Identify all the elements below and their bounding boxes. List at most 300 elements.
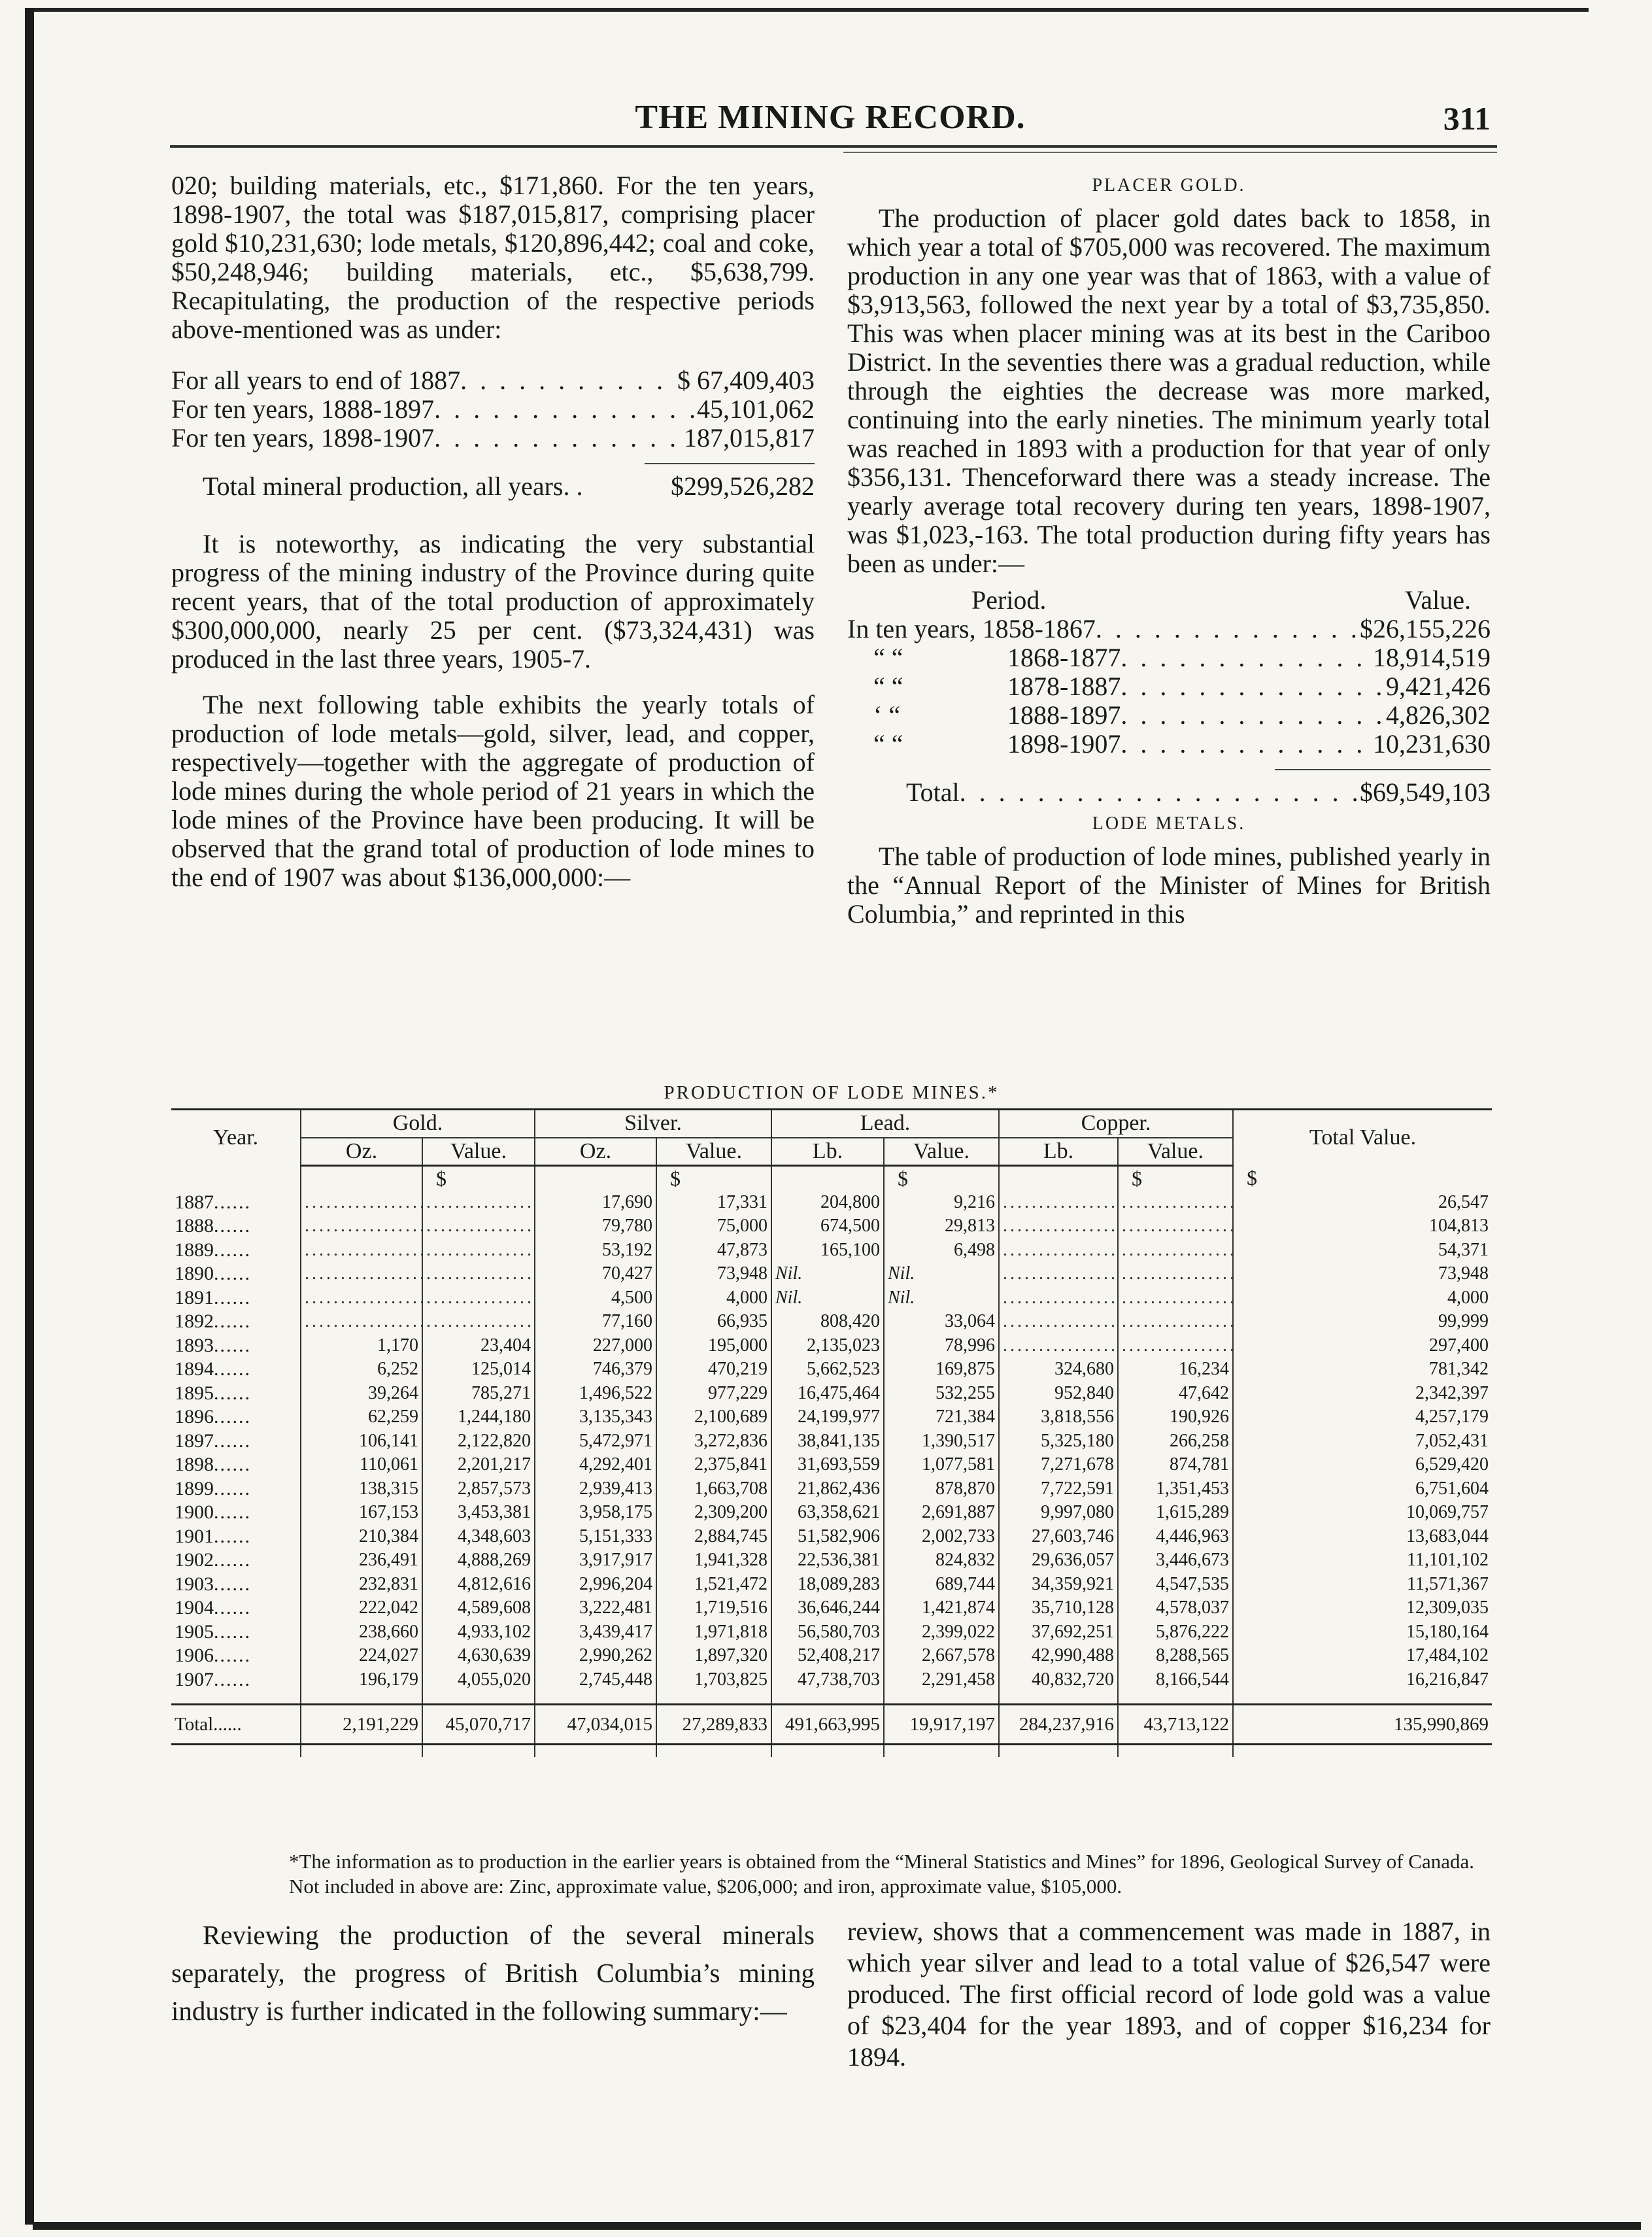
leader-dots <box>214 1478 251 1499</box>
leader-dots <box>960 778 1360 807</box>
lead-lb-cell: 36,646,244 <box>771 1596 884 1620</box>
placer-period: 1878-1887 <box>1007 672 1121 701</box>
year-value: 1896 <box>175 1406 214 1427</box>
year-cell <box>171 1262 301 1286</box>
year-cell <box>171 1620 301 1645</box>
total-cell: 15,180,164 <box>1233 1620 1492 1645</box>
lead-val-cell: 721,384 <box>884 1405 999 1429</box>
lead-lb-cell: 21,862,436 <box>771 1477 884 1501</box>
lead-lb-cell: 674,500 <box>771 1214 884 1238</box>
leader-dots <box>214 1335 251 1356</box>
placer-paragraph: The production of placer gold dates back to 1858, in which year a total of $705,000 was recovered. The maximum production in any one year was that of 1863, with a value of $3,913,563, followed the next year by a total of $3,735,850. This was when placer mining was at its best in the Cariboo District. In the seventies there was a gradual reduction, while through the eighties the decrease was more marked, continuing into the early nineties. The minimum yearly total was reached in 1893 with a production for that year of only $356,131. Thenceforward there was a steady increase. The yearly average total recovery during ten years, 1898-1907, was $1,023,-163. The total production during fifty years has been as under:— <box>847 203 1491 578</box>
copper-lb-cell: 952,840 <box>999 1382 1118 1406</box>
copper-lb-cell <box>999 1310 1118 1334</box>
lead-lb-cell: 38,841,135 <box>771 1429 884 1454</box>
recap-value: 45,101,062 <box>697 395 815 424</box>
placer-value: $26,155,226 <box>1360 614 1491 643</box>
copper-lb-cell <box>999 1262 1118 1286</box>
silver-val-cell: 1,663,708 <box>656 1477 771 1501</box>
gold-oz-cell: 236,491 <box>301 1548 422 1573</box>
silver-oz-cell: 17,690 <box>535 1191 656 1215</box>
total-cell: 11,571,367 <box>1233 1573 1492 1597</box>
copper-lb-cell: 7,271,678 <box>999 1453 1118 1477</box>
leader-dots <box>1121 643 1373 672</box>
placer-total-value: $69,549,103 <box>1360 777 1491 807</box>
placer-row <box>847 672 1491 701</box>
recap-list <box>171 366 815 501</box>
copper-val-cell <box>1118 1262 1233 1286</box>
total-cell: 11,101,102 <box>1233 1548 1492 1573</box>
year-value: 1898 <box>175 1454 214 1475</box>
total-cell: 17,484,102 <box>1233 1644 1492 1668</box>
lead-lb-cell: 63,358,621 <box>771 1501 884 1525</box>
recap-label: For ten years, 1888-1897 <box>171 395 435 424</box>
year-value: 1895 <box>175 1382 214 1404</box>
year-value: 1906 <box>175 1645 214 1666</box>
table-row <box>171 1429 1492 1454</box>
placer-value: 4,826,302 <box>1386 700 1491 730</box>
copper-val-cell: 1,615,289 <box>1118 1501 1233 1525</box>
year-cell <box>171 1214 301 1238</box>
silver-oz-cell: 3,222,481 <box>535 1596 656 1620</box>
leader-dots <box>434 424 684 453</box>
dollar-sign: $ <box>1233 1166 1492 1191</box>
lead-lb-cell: 808,420 <box>771 1310 884 1334</box>
lead-val-cell: 29,813 <box>884 1214 999 1238</box>
gold-val-cell <box>422 1214 535 1238</box>
year-value: 1900 <box>175 1501 214 1523</box>
lead-lb-cell: 16,475,464 <box>771 1382 884 1406</box>
gold-oz-cell: 196,179 <box>301 1668 422 1692</box>
total-cell: 73,948 <box>1233 1262 1492 1286</box>
year-value: 1892 <box>175 1310 214 1332</box>
table-row <box>171 1548 1492 1573</box>
lead-val-cell: 9,216 <box>884 1191 999 1215</box>
table-row <box>171 1191 1492 1215</box>
copper-lb-cell: 34,359,921 <box>999 1573 1118 1597</box>
total-cell: 4,257,179 <box>1233 1405 1492 1429</box>
silver-oz-cell: 3,958,175 <box>535 1501 656 1525</box>
table-title: PRODUCTION OF LODE MINES.* <box>664 1082 1000 1103</box>
table-row <box>171 1310 1492 1334</box>
copper-lb-cell: 40,832,720 <box>999 1668 1118 1692</box>
production-table <box>171 1108 1492 1757</box>
copper-val-cell <box>1118 1286 1233 1310</box>
silver-val-cell: 1,941,328 <box>656 1548 771 1573</box>
gold-oz-cell: 6,252 <box>301 1358 422 1382</box>
silver-val-cell: 4,000 <box>656 1286 771 1310</box>
year-cell <box>171 1334 301 1358</box>
silver-val-cell: 470,219 <box>656 1358 771 1382</box>
silver-val-cell: 977,229 <box>656 1382 771 1406</box>
total-cell: 2,342,397 <box>1233 1382 1492 1406</box>
silver-value-header: Value. <box>656 1138 771 1166</box>
year-cell <box>171 1501 301 1525</box>
table-row <box>171 1596 1492 1620</box>
header-rule-secondary <box>843 152 1497 153</box>
gold-oz-cell: 238,660 <box>301 1620 422 1645</box>
placer-gold-heading: PLACER GOLD. <box>1092 175 1246 196</box>
table-row <box>171 1262 1492 1286</box>
lead-lb-cell: 5,662,523 <box>771 1358 884 1382</box>
placer-table <box>847 615 1491 807</box>
lead-val-cell: 2,291,458 <box>884 1668 999 1692</box>
year-value: 1907 <box>175 1668 214 1690</box>
leader-dots <box>214 1645 251 1666</box>
recap-label: For ten years, 1898-1907 <box>171 424 435 453</box>
silver-oz-cell: 4,500 <box>535 1286 656 1310</box>
total-cell: 10,069,757 <box>1233 1501 1492 1525</box>
copper-value-header: Value. <box>1118 1138 1233 1166</box>
year-cell <box>171 1238 301 1263</box>
copper-val-cell <box>1118 1214 1233 1238</box>
gold-oz-cell <box>301 1214 422 1238</box>
table-row <box>171 1286 1492 1310</box>
recap-value: $ 67,409,403 <box>677 366 815 395</box>
gold-oz-cell <box>301 1310 422 1334</box>
copper-lb-cell <box>999 1191 1118 1215</box>
lead-val-cell: Nil. <box>884 1262 999 1286</box>
copper-val-cell: 4,547,535 <box>1118 1573 1233 1597</box>
lead-lb-cell: 165,100 <box>771 1238 884 1263</box>
leader-dots <box>214 1310 251 1332</box>
summary-review: review, shows that a commencement was made in 1887, in which year silver and lead to a total value of $26,547 were produced. The first official record of lode gold was a value of $23,404 for the year 1893, and of copper $16,234 for 1894. <box>847 1917 1491 2072</box>
year-cell <box>171 1668 301 1692</box>
left-paragraph-2: It is noteworthy, as indicating the very substantial progress of the mining industry of the Province during quite recent years, that of the total production of approximately $300,000,000, nearly 25 per cent. ($73,324,431) was produced in the last three years, 1905-7. <box>171 529 815 674</box>
gold-val-cell: 4,055,020 <box>422 1668 535 1692</box>
copper-lb-cell: 29,636,057 <box>999 1548 1118 1573</box>
lead-val-cell: 824,832 <box>884 1548 999 1573</box>
lead-val-cell: 2,667,578 <box>884 1644 999 1668</box>
lead-lb-cell: 24,199,977 <box>771 1405 884 1429</box>
copper-lb-cell: 42,990,488 <box>999 1644 1118 1668</box>
year-cell <box>171 1286 301 1310</box>
gold-oz-header: Oz. <box>301 1138 422 1166</box>
total-cell: 6,529,420 <box>1233 1453 1492 1477</box>
placer-prefix: “ “ <box>873 672 903 701</box>
journal-title: THE MINING RECORD. <box>635 99 1026 136</box>
placer-total-label: Total <box>906 777 960 807</box>
gold-oz-cell: 232,831 <box>301 1573 422 1597</box>
gold-oz-cell <box>301 1286 422 1310</box>
recap-row <box>171 366 815 395</box>
table-row <box>171 1525 1492 1549</box>
placer-period: 1868-1877 <box>1007 643 1121 672</box>
gold-val-cell: 4,888,269 <box>422 1548 535 1573</box>
placer-row <box>847 701 1491 730</box>
silver-oz-cell: 3,917,917 <box>535 1548 656 1573</box>
bottom-right-paragraph <box>847 1916 1491 2073</box>
page-header <box>170 98 1491 150</box>
lead-val-cell: 33,064 <box>884 1310 999 1334</box>
lead-val-cell: 2,399,022 <box>884 1620 999 1645</box>
total-gold-val: 45,070,717 <box>422 1705 535 1745</box>
lead-lb-header: Lb. <box>771 1138 884 1166</box>
recap-label: For all years to end of 1887 <box>171 366 461 395</box>
lead-val-cell: 532,255 <box>884 1382 999 1406</box>
copper-val-cell: 874,781 <box>1118 1453 1233 1477</box>
page-number: 311 <box>1443 100 1491 137</box>
total-lead-val: 19,917,197 <box>884 1705 999 1745</box>
copper-lb-cell: 324,680 <box>999 1358 1118 1382</box>
total-silver-val: 27,289,833 <box>656 1705 771 1745</box>
silver-oz-cell: 2,996,204 <box>535 1573 656 1597</box>
copper-val-cell: 3,446,673 <box>1118 1548 1233 1573</box>
lead-lb-cell: 51,582,906 <box>771 1525 884 1549</box>
lead-val-cell: 169,875 <box>884 1358 999 1382</box>
total-cell: 6,751,604 <box>1233 1477 1492 1501</box>
lode-paragraph: The table of production of lode mines, published yearly in the “Annual Report of the Minister of Mines for British Columbia,” and reprinted in this <box>847 842 1491 929</box>
gold-val-cell <box>422 1286 535 1310</box>
copper-header: Copper. <box>999 1110 1233 1138</box>
silver-oz-cell: 1,496,522 <box>535 1382 656 1406</box>
left-paragraph-1: 020; building materials, etc., $171,860. For the ten years, 1898-1907, the total was $187,015,817, comprising placer gold $10,231,630; lode metals, $120,896,442; coal and coke, $50,248,946; building materials, etc., $5,638,799. Recapitulating, the production of the respective periods above-mentioned was as under: <box>171 171 815 344</box>
dollar-sign: $ <box>656 1166 771 1191</box>
header-rule <box>170 145 1497 148</box>
silver-val-cell: 2,884,745 <box>656 1525 771 1549</box>
gold-val-cell: 2,122,820 <box>422 1429 535 1454</box>
year-cell <box>171 1358 301 1382</box>
total-cell: 12,309,035 <box>1233 1596 1492 1620</box>
dollar-sign-row <box>171 1166 1492 1191</box>
gold-val-cell: 4,933,102 <box>422 1620 535 1645</box>
lead-lb-cell: 204,800 <box>771 1191 884 1215</box>
silver-oz-cell: 79,780 <box>535 1214 656 1238</box>
year-cell <box>171 1191 301 1215</box>
leader-dots <box>214 1382 251 1404</box>
page-border-bottom <box>33 2222 1641 2230</box>
silver-header: Silver. <box>535 1110 771 1138</box>
gold-val-cell: 125,014 <box>422 1358 535 1382</box>
bottom-left-paragraph <box>171 1916 815 2030</box>
year-cell <box>171 1453 301 1477</box>
table-spacer-row <box>171 1692 1492 1705</box>
table-row <box>171 1334 1492 1358</box>
recap-total-row <box>171 472 815 501</box>
placer-row <box>847 730 1491 759</box>
copper-lb-cell: 27,603,746 <box>999 1525 1118 1549</box>
gold-oz-cell: 62,259 <box>301 1405 422 1429</box>
year-cell <box>171 1596 301 1620</box>
copper-lb-cell <box>999 1214 1118 1238</box>
year-cell <box>171 1525 301 1549</box>
leader-dots <box>214 1430 251 1452</box>
leader-dots <box>214 1526 251 1547</box>
copper-lb-cell: 35,710,128 <box>999 1596 1118 1620</box>
year-value: 1904 <box>175 1597 214 1618</box>
leader-dots <box>214 1263 251 1284</box>
silver-val-cell: 195,000 <box>656 1334 771 1358</box>
copper-val-cell: 190,926 <box>1118 1405 1233 1429</box>
lead-val-cell: Nil. <box>884 1286 999 1310</box>
placer-period: 1858-1867 <box>982 614 1096 643</box>
lead-lb-cell: 22,536,381 <box>771 1548 884 1573</box>
placer-value: 9,421,426 <box>1386 672 1491 701</box>
lead-header: Lead. <box>771 1110 999 1138</box>
dollar-sign: $ <box>422 1166 535 1191</box>
total-cell: 297,400 <box>1233 1334 1492 1358</box>
year-value: 1899 <box>175 1477 214 1499</box>
year-value: 1901 <box>175 1525 214 1547</box>
silver-oz-cell: 2,939,413 <box>535 1477 656 1501</box>
gold-val-cell <box>422 1191 535 1215</box>
silver-oz-cell: 2,745,448 <box>535 1668 656 1692</box>
total-lead-lb: 491,663,995 <box>771 1705 884 1745</box>
silver-val-cell: 1,719,516 <box>656 1596 771 1620</box>
silver-oz-cell: 746,379 <box>535 1358 656 1382</box>
year-cell <box>171 1644 301 1668</box>
gold-header: Gold. <box>301 1110 535 1138</box>
production-table-wrap <box>171 1108 1492 1757</box>
copper-val-cell <box>1118 1191 1233 1215</box>
leader-dots <box>434 395 697 424</box>
copper-lb-cell: 37,692,251 <box>999 1620 1118 1645</box>
table-row <box>171 1501 1492 1525</box>
silver-oz-cell: 70,427 <box>535 1262 656 1286</box>
leader-dots <box>214 1191 251 1213</box>
table-row <box>171 1453 1492 1477</box>
placer-row <box>847 615 1491 643</box>
leader-dots <box>214 1501 251 1523</box>
silver-oz-cell: 227,000 <box>535 1334 656 1358</box>
year-value: 1905 <box>175 1620 214 1643</box>
leader-dots <box>1096 615 1360 643</box>
total-copper-val: 43,713,122 <box>1118 1705 1233 1745</box>
silver-val-cell: 2,100,689 <box>656 1405 771 1429</box>
gold-val-cell: 1,244,180 <box>422 1405 535 1429</box>
copper-lb-cell <box>999 1238 1118 1263</box>
placer-period: 1888-1897 <box>1007 700 1121 730</box>
recap-row <box>171 395 815 424</box>
total-cell: 26,547 <box>1233 1191 1492 1215</box>
page-border-left <box>25 8 34 2225</box>
leader-dots <box>460 366 677 395</box>
gold-oz-cell: 222,042 <box>301 1596 422 1620</box>
lead-val-cell: 1,390,517 <box>884 1429 999 1454</box>
leader-dots <box>214 1549 251 1571</box>
gold-value-header: Value. <box>422 1138 535 1166</box>
placer-prefix: “ “ <box>873 643 903 672</box>
copper-val-cell <box>1118 1310 1233 1334</box>
silver-val-cell: 1,897,320 <box>656 1644 771 1668</box>
gold-val-cell: 4,812,616 <box>422 1573 535 1597</box>
silver-val-cell: 3,272,836 <box>656 1429 771 1454</box>
table-row <box>171 1358 1492 1382</box>
silver-oz-cell: 4,292,401 <box>535 1453 656 1477</box>
gold-oz-cell: 110,061 <box>301 1453 422 1477</box>
total-cell: 781,342 <box>1233 1358 1492 1382</box>
year-value: 1902 <box>175 1549 214 1571</box>
silver-val-cell: 75,000 <box>656 1214 771 1238</box>
placer-total-row <box>847 778 1491 807</box>
gold-val-cell: 785,271 <box>422 1382 535 1406</box>
table-body <box>171 1166 1492 1758</box>
lead-lb-cell: 52,408,217 <box>771 1644 884 1668</box>
total-cell: 16,216,847 <box>1233 1668 1492 1692</box>
lead-val-cell: 878,870 <box>884 1477 999 1501</box>
right-column <box>847 171 1491 946</box>
gold-oz-cell: 167,153 <box>301 1501 422 1525</box>
copper-val-cell: 1,351,453 <box>1118 1477 1233 1501</box>
total-silver-oz: 47,034,015 <box>535 1705 656 1745</box>
copper-val-cell: 8,288,565 <box>1118 1644 1233 1668</box>
lode-metals-heading: LODE METALS. <box>1092 813 1246 834</box>
leader-dots <box>214 1454 251 1475</box>
copper-lb-cell <box>999 1286 1118 1310</box>
gold-oz-cell <box>301 1191 422 1215</box>
copper-val-cell <box>1118 1238 1233 1263</box>
dollar-sign: $ <box>884 1166 999 1191</box>
table-row <box>171 1573 1492 1597</box>
lead-lb-cell: 47,738,703 <box>771 1668 884 1692</box>
gold-val-cell: 4,348,603 <box>422 1525 535 1549</box>
gold-oz-cell: 138,315 <box>301 1477 422 1501</box>
total-value-header: Total Value. <box>1233 1110 1492 1166</box>
gold-oz-cell <box>301 1262 422 1286</box>
placer-table-header <box>847 586 1491 615</box>
gold-val-cell: 2,201,217 <box>422 1453 535 1477</box>
table-row <box>171 1382 1492 1406</box>
table-row <box>171 1644 1492 1668</box>
leader-dots <box>214 1358 251 1380</box>
silver-oz-cell: 2,990,262 <box>535 1644 656 1668</box>
leader-dots <box>1121 701 1386 730</box>
silver-val-cell: 17,331 <box>656 1191 771 1215</box>
total-cell: 4,000 <box>1233 1286 1492 1310</box>
placer-prefix: In ten years, <box>847 614 976 643</box>
gold-val-cell: 4,589,608 <box>422 1596 535 1620</box>
silver-val-cell: 2,375,841 <box>656 1453 771 1477</box>
leader-dots <box>214 1597 251 1618</box>
lead-val-cell: 1,077,581 <box>884 1453 999 1477</box>
year-value: 1897 <box>175 1429 214 1452</box>
year-cell <box>171 1548 301 1573</box>
period-column-header: Period. <box>971 585 1047 615</box>
total-gold-oz: 2,191,229 <box>301 1705 422 1745</box>
silver-val-cell: 2,309,200 <box>656 1501 771 1525</box>
silver-val-cell: 1,703,825 <box>656 1668 771 1692</box>
gold-oz-cell: 210,384 <box>301 1525 422 1549</box>
gold-val-cell: 4,630,639 <box>422 1644 535 1668</box>
lead-val-cell: 1,421,874 <box>884 1596 999 1620</box>
year-value: 1894 <box>175 1358 214 1380</box>
year-value: 1889 <box>175 1238 214 1261</box>
lead-lb-cell: 18,089,283 <box>771 1573 884 1597</box>
left-column <box>171 171 815 909</box>
lead-lb-cell: 56,580,703 <box>771 1620 884 1645</box>
table-row <box>171 1620 1492 1645</box>
placer-prefix: “ “ <box>873 729 903 759</box>
copper-val-cell: 4,446,963 <box>1118 1525 1233 1549</box>
leader-dots <box>214 1406 251 1427</box>
placer-prefix: ‘ “ <box>873 700 901 730</box>
gold-oz-cell <box>301 1238 422 1263</box>
copper-val-cell: 4,578,037 <box>1118 1596 1233 1620</box>
lead-val-cell: 2,691,887 <box>884 1501 999 1525</box>
silver-val-cell: 1,971,818 <box>656 1620 771 1645</box>
silver-oz-cell: 5,151,333 <box>535 1525 656 1549</box>
copper-lb-cell <box>999 1334 1118 1358</box>
recap-total-label: Total mineral production, all years. . <box>203 472 583 501</box>
silver-oz-cell: 5,472,971 <box>535 1429 656 1454</box>
value-column-header: Value. <box>1404 585 1471 615</box>
table-row <box>171 1405 1492 1429</box>
gold-val-cell <box>422 1310 535 1334</box>
lead-val-cell: 2,002,733 <box>884 1525 999 1549</box>
lead-lb-cell: 31,693,559 <box>771 1453 884 1477</box>
year-cell <box>171 1477 301 1501</box>
gold-oz-cell: 1,170 <box>301 1334 422 1358</box>
